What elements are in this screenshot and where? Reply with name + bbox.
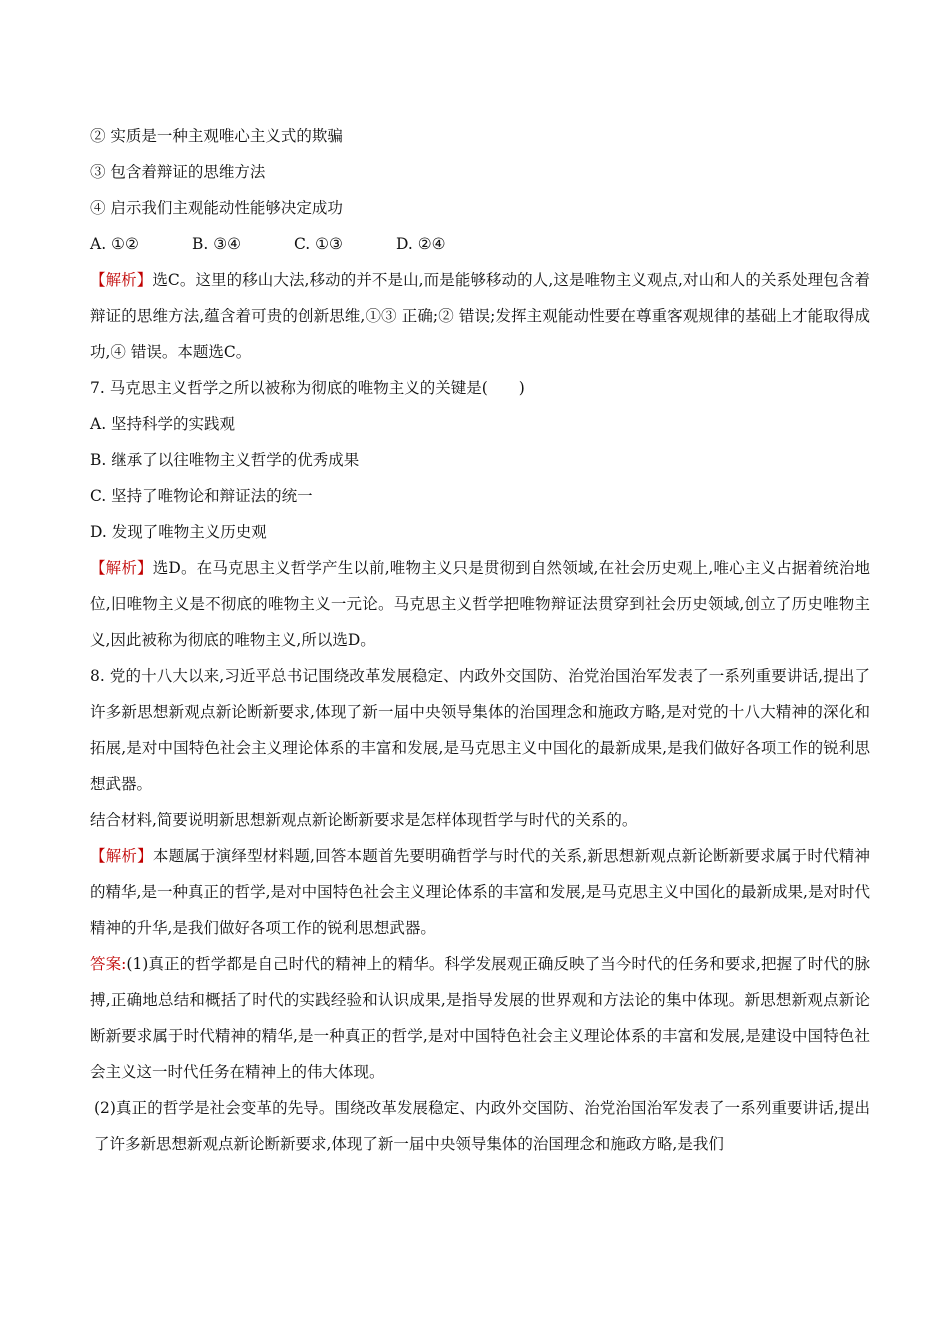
q8-analysis [90,838,870,946]
q6-analysis [90,262,870,370]
q6-options [90,226,870,262]
q7-option-a: A. 坚持科学的实践观 [90,415,236,433]
q6-option-d: D. ②④ [396,235,446,253]
q6-item-4: ④ 启示我们主观能动性能够决定成功 [90,199,343,217]
q6-option-b: B. ③④ [192,235,242,253]
q7-analysis [90,550,870,658]
q8-question: 结合材料,简要说明新思想新观点新论断新要求是怎样体现哲学与时代的关系的。 [90,811,638,829]
q7-analysis-text: 选D。在马克思主义哲学产生以前,唯物主义只是贯彻到自然领域,在社会历史观上,唯心主义占据着统治地位,旧唯物主义是不彻底的唯物主义一元论。马克思主义哲学把唯物辩证法贯穿到社会历史领域,创立了历史唯物主义,因此被称为彻底的唯物主义,所以选D。 [90,559,870,649]
analysis-tag: 【解析】 [90,271,153,289]
q6-analysis-text: 选C。这里的移山大法,移动的并不是山,而是能够移动的人,这是唯物主义观点,对山和人的关系处理包含着辩证的思维方法,蕴含着可贵的创新思维,①③ 正确;② 错误;发挥主观能动性要在尊重客观规律的基础上才能取得成功,④ 错误。本题选C。 [90,271,870,361]
q8-answer-2: (2)真正的哲学是社会变革的先导。围绕改革发展稳定、内政外交国防、治党治国治军发表了一系列重要讲话,提出了许多新思想新观点新论断新要求,体现了新一届中央领导集体的治国理念和施政方略,是我们 [94,1099,870,1153]
document-page [90,118,870,1162]
answer-tag: 答案: [90,955,127,973]
q6-item-3: ③ 包含着辩证的思维方法 [90,163,266,181]
q7-option-d: D. 发现了唯物主义历史观 [90,523,267,541]
q6-option-c: C. ①③ [294,235,343,253]
q6-option-a: A. ①② [90,235,139,253]
analysis-tag: 【解析】 [90,559,153,577]
q6-item-2: ② 实质是一种主观唯心主义式的欺骗 [90,127,343,145]
q8-answer-1 [90,946,870,1090]
q8-analysis-text: 本题属于演绎型材料题,回答本题首先要明确哲学与时代的关系,新思想新观点新论断新要求属于时代精神的精华,是一种真正的哲学,是对中国特色社会主义理论体系的丰富和发展,是马克思主义中国化的最新成果,是对时代精神的升华,是我们做好各项工作的锐利思想武器。 [90,847,870,937]
q7-option-b: B. 继承了以往唯物主义哲学的优秀成果 [90,451,360,469]
q8-stem: 8. 党的十八大以来,习近平总书记围绕改革发展稳定、内政外交国防、治党治国治军发表了一系列重要讲话,提出了许多新思想新观点新论断新要求,体现了新一届中央领导集体的治国理念和施政方略,是对党的十八大精神的深化和拓展,是对中国特色社会主义理论体系的丰富和发展,是马克思主义中国化的最新成果,是我们做好各项工作的锐利思想武器。 [90,667,870,793]
q8-answer-1-text: (1)真正的哲学都是自己时代的精神上的精华。科学发展观正确反映了当今时代的任务和要求,把握了时代的脉搏,正确地总结和概括了时代的实践经验和认识成果,是指导发展的世界观和方法论的集中体现。新思想新观点新论断新要求属于时代精神的精华,是一种真正的哲学,是对中国特色社会主义理论体系的丰富和发展,是建设中国特色社会主义这一时代任务在精神上的伟大体现。 [90,955,870,1081]
q7-option-c: C. 坚持了唯物论和辩证法的统一 [90,487,313,505]
q7-stem: 7. 马克思主义哲学之所以被称为彻底的唯物主义的关键是( ) [90,379,525,397]
analysis-tag: 【解析】 [90,847,153,865]
